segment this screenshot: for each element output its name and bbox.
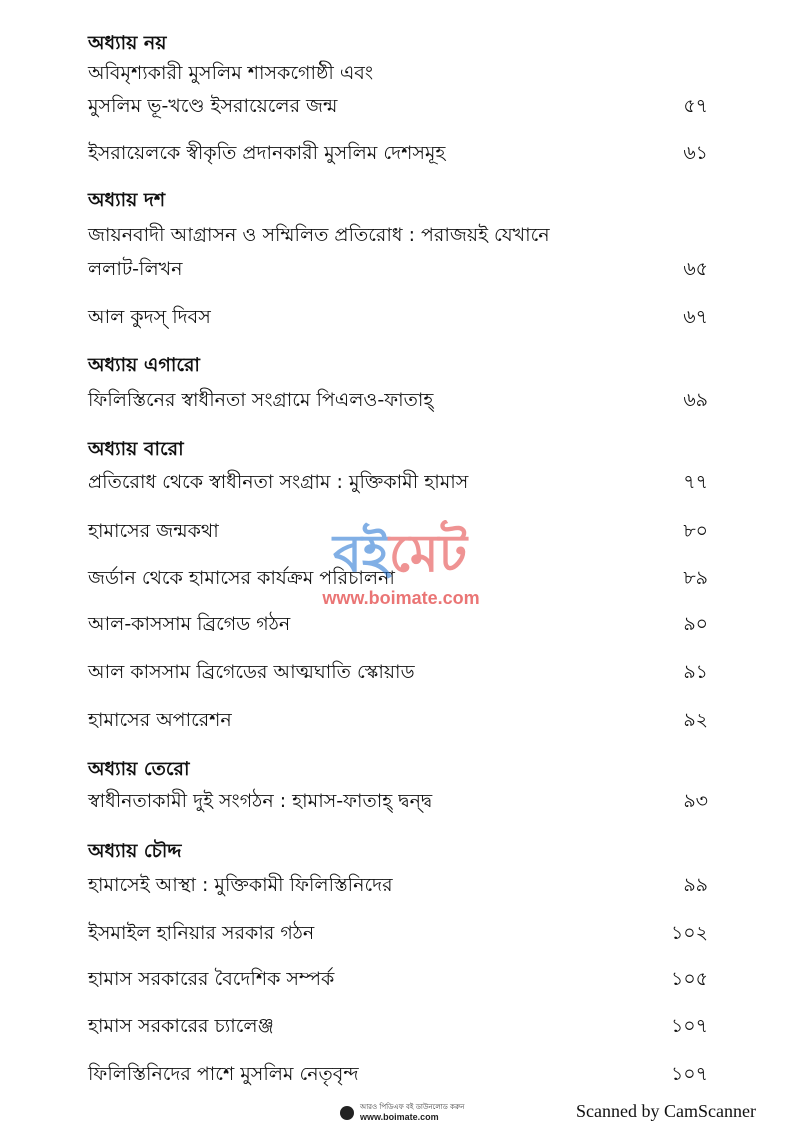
toc-page-number: ৬৯: [683, 389, 708, 411]
toc-entry-title: মুসলিম ভূ-খণ্ডে ইসরায়েলের জন্ম: [88, 95, 338, 117]
toc-entry: [88, 469, 708, 495]
chapter-heading: অধ্যায় চৌদ্দ: [88, 840, 182, 862]
toc-entry: [88, 304, 708, 330]
toc-entry: [88, 387, 708, 413]
chapter-heading: অধ্যায় দশ: [88, 189, 166, 211]
toc-entry-title: অবিমৃশ্যকারী মুসলিম শাসকগোষ্ঠী এবং: [88, 62, 374, 84]
toc-entry-title: হামাস সরকারের বৈদেশিক সম্পর্ক: [88, 968, 335, 990]
toc-entry-title: ইসরায়েলকে স্বীকৃতি প্রদানকারী মুসলিম দেশসমূহ: [88, 142, 446, 164]
chapter-heading: অধ্যায় নয়: [88, 32, 167, 54]
toc-entry-title: হামাসেই আস্থা : মুক্তিকামী ফিলিস্তিনিদের: [88, 874, 393, 896]
toc-entry-title: ফিলিস্তিনের স্বাধীনতা সংগ্রামে পিএলও-ফাতাহ্: [88, 389, 434, 411]
toc-entry: [88, 920, 708, 946]
toc-page-number: ৬১: [683, 142, 708, 164]
toc-page-number: ৯১: [683, 661, 708, 683]
camscanner-label: Scanned by CamScanner: [576, 1101, 756, 1121]
toc-entry-title: আল কাসসাম ব্রিগেডের আত্মঘাতি স্কোয়াড: [88, 661, 415, 683]
toc-entry-title: হামাস সরকারের চ্যালেঞ্জ: [88, 1015, 274, 1037]
footer-download-note: [340, 1102, 470, 1126]
toc-entry-title: ললাট-লিখন: [88, 258, 183, 280]
toc-page-number: ৬৫: [683, 258, 708, 280]
toc-page-number: ১০৫: [670, 968, 708, 990]
toc-entry: [88, 966, 708, 992]
toc-page-number: ৯২: [683, 709, 708, 731]
toc-entry-title: জর্ডান থেকে হামাসের কার্যক্রম পরিচালনা: [88, 567, 395, 589]
toc-entry: [88, 256, 708, 282]
toc-page-number: ১০২: [670, 922, 708, 944]
footer-note-line1: আরও পিডিএফ বই ডাউনলোড করুন: [360, 1103, 465, 1111]
toc-entry: [88, 1013, 708, 1039]
toc-page-number: ৬৭: [683, 306, 708, 328]
toc-entry: [88, 565, 708, 591]
watermark-logo-part1: বই: [332, 524, 389, 584]
toc-page-number: ৮৯: [683, 567, 708, 589]
toc-entry-title: প্রতিরোধ থেকে স্বাধীনতা সংগ্রাম : মুক্তিকামী হামাস: [88, 471, 469, 493]
toc-entry: [88, 93, 708, 119]
toc-page-number: ১০৭: [670, 1015, 708, 1037]
toc-entry-title: জায়নবাদী আগ্রাসন ও সম্মিলিত প্রতিরোধ : পরাজয়ই যেখানে: [88, 224, 550, 246]
toc-page-number: ৭৭: [683, 471, 708, 493]
watermark-logo-part2: মেট: [388, 524, 468, 584]
chapter-heading: অধ্যায় এগারো: [88, 354, 200, 376]
footer-note-url: www.boimate.com: [360, 1112, 439, 1122]
toc-entry: [88, 659, 708, 685]
toc-entry-title: হামাসের অপারেশন: [88, 709, 232, 731]
toc-entry-title: ফিলিস্তিনিদের পাশে মুসলিম নেতৃবৃন্দ: [88, 1063, 359, 1085]
toc-entry-title: আল-কাসসাম ব্রিগেড গঠন: [88, 613, 291, 635]
toc-page-number: ৯৯: [683, 874, 708, 896]
toc-page-number: ১০৭: [670, 1063, 708, 1085]
watermark-url: www.boimate.com: [322, 588, 480, 608]
toc-entry-title: হামাসের জন্মকথা: [88, 520, 219, 542]
toc-entry: [88, 707, 708, 733]
chapter-heading: অধ্যায় তেরো: [88, 758, 190, 780]
toc-entry: [88, 872, 708, 898]
toc-entry: [88, 1061, 708, 1087]
chapter-heading: অধ্যায় বারো: [88, 438, 184, 460]
toc-entry: [88, 788, 708, 814]
toc-page-number: ৮০: [683, 520, 708, 542]
toc-entry: [88, 611, 708, 637]
toc-page-number: ৫৭: [683, 95, 708, 117]
toc-entry-title: আল কুদস্ দিবস: [88, 306, 211, 328]
toc-page-number: ৯৩: [683, 790, 708, 812]
toc-entry: [88, 140, 708, 166]
boimate-logo-icon: [340, 1106, 354, 1120]
toc-entry-title: ইসমাইল হানিয়ার সরকার গঠন: [88, 922, 315, 944]
toc-page-number: ৯০: [683, 613, 708, 635]
toc-entry: [88, 518, 708, 544]
toc-entry-title: স্বাধীনতাকামী দুই সংগঠন : হামাস-ফাতাহ্ দ্বন্দ্ব: [88, 790, 433, 812]
